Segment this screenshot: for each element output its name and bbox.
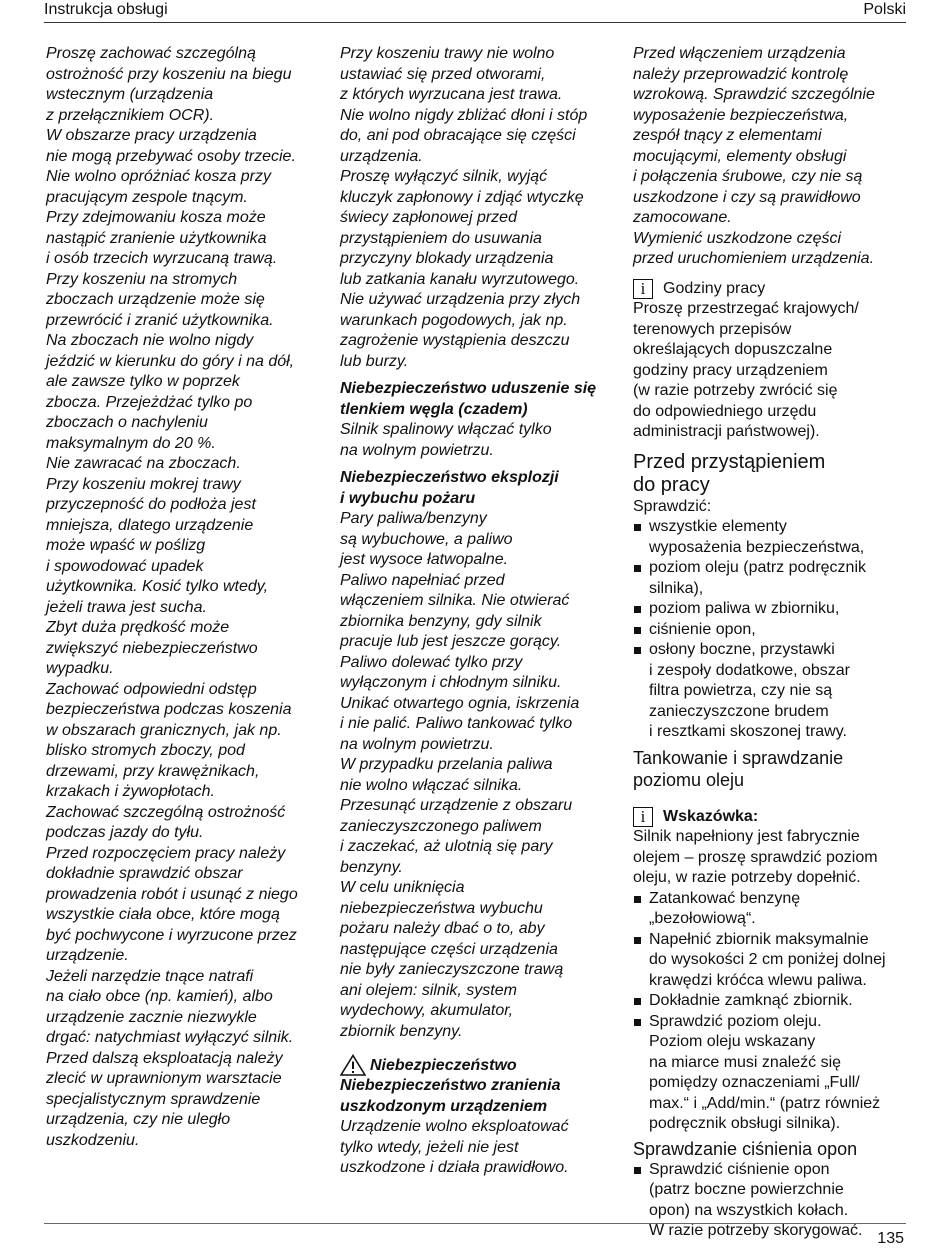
page-number: 135	[877, 1230, 904, 1247]
hours-text: Proszę przestrzegać krajowych/ terenowych przepisów określających dopuszczalne godziny pracy urządzeniem (w razie potrzeby zwrócić się do odpowiedniego urzędu administracji państwowej).	[633, 300, 859, 440]
warning-subheading: Niebezpieczeństwo zranienia uszkodzonym urządzeniem	[340, 1077, 561, 1115]
co-danger-heading: Niebezpieczeństwo uduszenie się tlenkiem węgla (czadem)	[340, 380, 597, 418]
co-danger-text: Silnik spalinowy włączać tylko na wolnym powietrzu.	[340, 421, 552, 459]
fire-danger-text: Pary paliwa/benzyny są wybuchowe, a paliwo jest wysoce łatwopalne. Paliwo napełniać przed włączeniem silnika. Nie otwierać zbiornika benzyny, gdy silnik pracuje lub jest jeszcze gorący. Paliwo dolewać tylko przy wyłączonym i chłodnym silniku. Unikać otwartego ognia, iskrzenia i nie palić. Paliwo tankować tylko na wolnym powietrzu. W przypadku przelania paliwa nie wolno włączać silnika. Przesunąć urządzenie z obszaru zanieczyszczonego paliwem i zaczekać, aż ulotnią się pary benzyny. W celu uniknięcia niebezpieczeństwa wybuchu pożaru należy dbać o to, aby następujące części urządzenia nie były zanieczyszczone trawą ani olejem: silnik, system wydechowy, akumulator, zbiornik benzyny.	[340, 510, 580, 1040]
hours-note-heading	[633, 279, 905, 300]
inspection-text: Przed włączeniem urządzenia należy przeprowadzić kontrolę wzrokową. Sprawdzić szczególnie wyposażenie bezpieczeństwa, zespół tnący z elementami mocującymi, elementy obsługi i połączenia śrubowe, czy nie są uszkodzone i czy są prawidłowo zamocowane. Wymienić uszkodzone części przed uruchomieniem urządzenia.	[633, 45, 875, 267]
before-work-list	[633, 517, 905, 743]
warning-heading	[340, 1054, 615, 1076]
safety-text-col2: Przy koszeniu trawy nie wolno ustawiać się przed otworami, z których wyrzucana jest trawa. Nie wolno nigdy zbliżać dłoni i stóp do, ani pod obracające się części urządzenia. Proszę wyłączyć silnik, wyjąć kluczyk zapłonowy i zdjąć wtyczkę świecy zapłonowej przed przystąpieniem do usuwania przyczyny blokady urządzenia lub zatkania kanału wyrzutowego. Nie używać urządzenia przy złych warunkach pogodowych, jak np. zagrożenie wystąpienia deszczu lub burzy.	[340, 45, 588, 370]
before-work-heading: Przed przystąpieniem do pracy	[633, 450, 826, 496]
tire-pressure-list	[633, 1160, 905, 1242]
hours-title: Godziny pracy	[663, 279, 766, 297]
safety-text-col1: Proszę zachować szczególną ostrożność przy koszeniu na biegu wstecznym (urządzenia z przełącznikiem OCR). W obszarze pracy urządzenia nie mogą przebywać osoby trzecie. Nie wolno opróżniać kosza przy pracującym zespole tnącym. Przy zdejmowaniu kosza może nastąpić zranienie użytkownika i osób trzecich wyrzucaną trawą. Przy koszeniu na stromych zboczach urządzenie może się przewrócić i zranić użytkownika. Na zboczach nie wolno nigdy jeździć w kierunku do góry i na dół, ale zawsze tylko w poprzek zbocza. Przejeżdżać tylko po zboczach o nachyleniu maksymalnym do 20 %. Nie zawracać na zboczach. Przy koszeniu mokrej trawy przyczepność do podłoża jest mniejsza, dlatego urządzenie może wpaść w poślizg i spowodować upadek użytkownika. Kosić tylko wtedy, jeżeli trawa jest sucha. Zbyt duża prędkość może zwiększyć niebezpieczeństwo wypadku. Zachować odpowiedni odstęp bezpieczeństwa podczas koszenia w obszarach granicznych, jak np. blisko stromych zboczy, pod drzewami, przy krawężnikach, krzakach i żywopłotach. Zachować szczególną ostrożność podczas jazdy do tyłu. Przed rozpoczęciem pracy należy dokładnie sprawdzić obszar prowadzenia robót i usunąć z niego wszystkie ciała obce, które mogą być pochwycone i wyrzucone przez urządzenie. Jeżeli narzędzie tnące natrafi na ciało obce (np. kamień), albo urządzenie zacznie niezwykle drgać: natychmiast wyłączyć silnik. Przed dalszą eksploatacją należy zlecić w uprawnionym warsztacie specjalistycznym sprawdzenie urządzenia, czy nie uległo uszkodzeniu.	[46, 45, 298, 1149]
list-item: Sprawdzić ciśnienie opon (patrz boczne powierzchnie opon) na wszystkich kołach. W razie potrzeby skorygować.	[633, 1160, 905, 1242]
list-item: Zatankować benzynę „bezołowiową“.	[633, 889, 905, 930]
list-item: poziom oleju (patrz podręcznik silnika),	[633, 558, 905, 599]
footer-divider	[44, 1223, 906, 1224]
column-1	[46, 44, 326, 1151]
hint-title: Wskazówka:	[663, 807, 759, 825]
header-title: Instrukcja obsługi	[44, 1, 168, 18]
list-item: Dokładnie zamknąć zbiornik.	[633, 991, 905, 1012]
fire-danger-heading: Niebezpieczeństwo eksplozji i wybuchu pożaru	[340, 469, 559, 507]
list-item: poziom paliwa w zbiorniku,	[633, 599, 905, 620]
list-item: ciśnienie opon,	[633, 620, 905, 641]
before-work-intro: Sprawdzić:	[633, 497, 712, 515]
fueling-heading: Tankowanie i sprawdzanie poziomu oleju	[633, 747, 844, 790]
fueling-list	[633, 889, 905, 1135]
list-item: wszystkie elementy wyposażenia bezpieczeństwa,	[633, 517, 905, 558]
tire-pressure-heading: Sprawdzanie ciśnienia opon	[633, 1138, 858, 1159]
column-2	[340, 44, 615, 1179]
warning-text: Urządzenie wolno eksploatować tylko wtedy, jeżeli nie jest uszkodzone i działa prawidłowo.	[340, 1118, 569, 1176]
page-header	[44, 0, 906, 23]
column-3	[633, 44, 905, 1242]
list-item: Napełnić zbiornik maksymalnie do wysokości 2 cm poniżej dolnej krawędzi króćca wlewu paliwa.	[633, 930, 905, 992]
hint-text: Silnik napełniony jest fabrycznie olejem – proszę sprawdzić poziom oleju, w razie potrzeby dopełnić.	[633, 828, 878, 886]
list-item: Sprawdzić poziom oleju. Poziom oleju wskazany na miarce musi znaleźć się pomiędzy oznaczeniami „Full/ max.“ i „Add/min.“ (patrz również podręcznik obsługi silnika).	[633, 1012, 905, 1135]
warning-triangle-icon	[340, 1054, 366, 1076]
info-icon: i	[633, 279, 653, 299]
warning-label: Niebezpieczeństwo	[370, 1056, 517, 1074]
info-icon: i	[633, 807, 653, 827]
hint-heading	[633, 807, 905, 828]
header-language: Polski	[863, 1, 906, 18]
list-item: osłony boczne, przystawki i zespoły dodatkowe, obszar filtra powietrza, czy nie są zanieczyszczone brudem i resztkami skoszonej trawy.	[633, 640, 905, 743]
